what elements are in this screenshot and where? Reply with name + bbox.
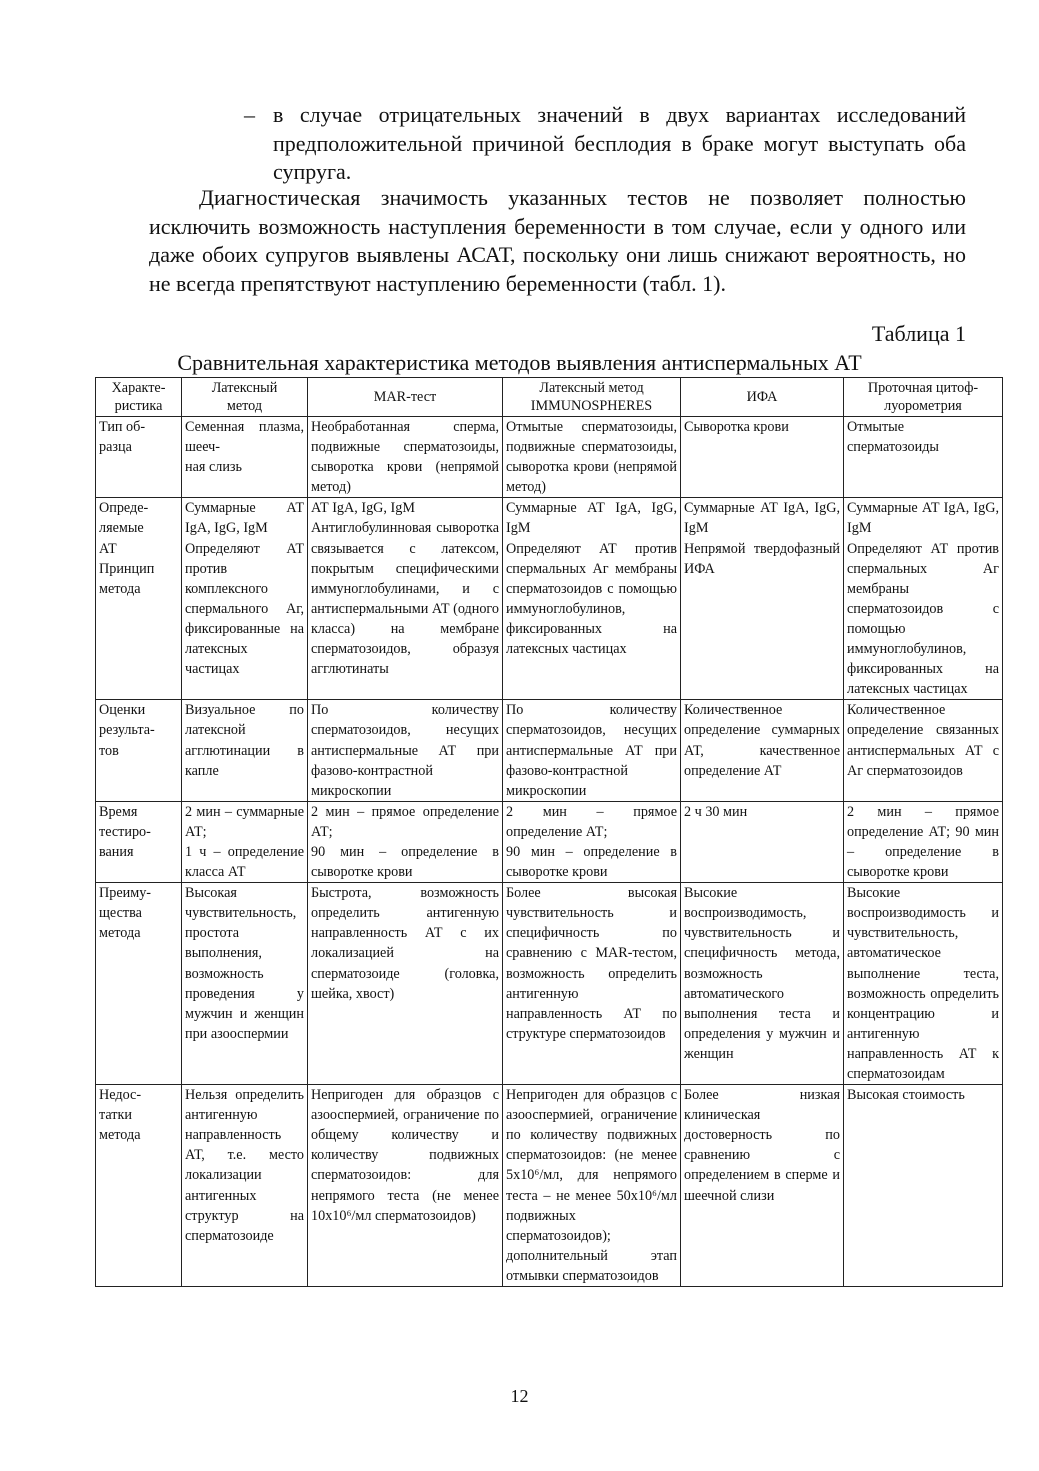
body-paragraph: Диагностическая значимость указанных тестов не позволяет полностью исключить возможность наступления беременности в том случае, если у одного или даже обоих супругов выявлены АСАТ, поскольку они лишь снижают вероятность, но не всегда препятствуют наступлению беременности (табл. 1). xyxy=(149,185,966,296)
comparison-table xyxy=(95,377,1003,1287)
table-cell: Непригоден для образцов с азооспермией, ограничение по количеству подвижных сперматозоидов: (не менее 5х10⁶/мл, для непрямого теста – не менее 50х10⁶/мл подвижных сперматозоидов); дополнительный этап отмывки сперматозоидов xyxy=(503,1085,681,1287)
header-cell: Латексный метод IMMUNOSPHERES xyxy=(503,378,681,417)
table-cell: Суммарные АТ IgA, IgG, IgM Непрямой твердофазный ИФА xyxy=(681,498,844,700)
table-cell: АТ IgA, IgG, IgM Антиглобулинновая сыворотка связывается с латексом, покрытым специфическими иммуноглобулинами, и с антиспермальными АТ (одного класса) на мембране сперматозоидов, образуя агглютинаты xyxy=(308,498,503,700)
table-cell: Семенная плазма, шееч- ная слизь xyxy=(182,417,308,498)
table-cell: 2 мин – прямое определение АТ; 90 мин – определение в сыворотке крови xyxy=(844,801,1003,882)
table-cell: Сыворотка крови xyxy=(681,417,844,498)
table-cell: Быстрота, возможность определить антигенную направленность АТ с их локализацией на сперматозоиде (головка, шейка, хвост) xyxy=(308,883,503,1085)
page-number: 12 xyxy=(510,1386,529,1406)
table-cell: Отмытые сперматозоиды, подвижные сперматозоиды, сыворотка крови (непрямой метод) xyxy=(503,417,681,498)
table-cell: Более высокая чувствительность и специфичность по сравнению с MAR-тестом, возможность определить антигенную направленность АТ по структуре сперматозоидов xyxy=(503,883,681,1085)
bullet-item xyxy=(244,101,966,187)
header-cell: ИФА xyxy=(681,378,844,417)
header-cell: Проточная цитоф- луорометрия xyxy=(844,378,1003,417)
table-cell: Суммарные АТ IgA, IgG, IgM Определяют АТ против комплексного спермального Аг, фиксированные на латексных частицах xyxy=(182,498,308,700)
table-cell: Суммарные АТ IgA, IgG, IgM Определяют АТ против спермальных Аг мембраны сперматозоидов с помощью иммуноглобулинов, фиксированных на латексных частицах xyxy=(503,498,681,700)
table-cell: По количеству сперматозоидов, несущих антиспермальные АТ при фазово-контрастной микроскопии xyxy=(308,700,503,801)
table-row xyxy=(96,801,1003,882)
table-cell: Высокая чувствительность, простота выполнения, возможность проведения у мужчин и женщин при азооспермии xyxy=(182,883,308,1085)
bullet-text: в случае отрицательных значений в двух вариантах исследований предположительной причиной бесплодия в браке могут выступать оба супруга. xyxy=(273,102,966,184)
bullet-dash: – xyxy=(244,102,255,127)
table-cell: 2 мин – суммарные АТ; 1 ч – определение класса АТ xyxy=(182,801,308,882)
row-label: Тип об- разца xyxy=(96,417,182,498)
header-cell: Латексный метод xyxy=(182,378,308,417)
table-cell: Количественное определение связанных антиспермальных АТ с Аг сперматозоидов xyxy=(844,700,1003,801)
table-cell: По количеству сперматозоидов, несущих антиспермальные АТ при фазово-контрастной микроскопии xyxy=(503,700,681,801)
table-cell: Высокая стоимость xyxy=(844,1085,1003,1287)
table-label: Таблица 1 xyxy=(871,321,966,346)
row-label: Время тестиро- вания xyxy=(96,801,182,882)
row-label: Оценки результа- тов xyxy=(96,700,182,801)
table-row xyxy=(96,700,1003,801)
table-cell: Количественное определение суммарных АТ, качественное определение АТ xyxy=(681,700,844,801)
table-row xyxy=(96,417,1003,498)
table-cell: Визуальное по латексной агглютинации в капле xyxy=(182,700,308,801)
table-cell: 2 мин – прямое определение АТ; 90 мин – определение в сыворотке крови xyxy=(503,801,681,882)
row-label: Недос- татки метода xyxy=(96,1085,182,1287)
table-cell: Необработанная сперма, подвижные сперматозоиды, сыворотка крови (непрямой метод) xyxy=(308,417,503,498)
table-row xyxy=(96,1085,1003,1287)
table-cell: Суммарные АТ IgA, IgG, IgM Определяют АТ против спермальных Аг мембраны сперматозоидов с помощью иммуноглобулинов, фиксированных на латексных частицах xyxy=(844,498,1003,700)
table-cell: Нельзя определить антигенную направленность АТ, т.е. место локализации антигенных структур на сперматозоиде xyxy=(182,1085,308,1287)
row-label: Преиму- щества метода xyxy=(96,883,182,1085)
table-cell: Высокие воспроизводимость и чувствительность, автоматическое выполнение теста, возможность определить концентрацию и антигенную направленность АТ к сперматозоидам xyxy=(844,883,1003,1085)
table-cell: Более низкая клиническая достоверность по сравнению с определением в сперме и шеечной слизи xyxy=(681,1085,844,1287)
table-cell: 2 мин – прямое определение АТ; 90 мин – определение в сыворотке крови xyxy=(308,801,503,882)
table-cell: Непригоден для образцов с азооспермией, ограничение по общему количеству и количеству подвижных сперматозоидов: для непрямого теста (не менее 10х10⁶/мл сперматозоидов) xyxy=(308,1085,503,1287)
row-label: Опреде- ляемые АТ Принцип метода xyxy=(96,498,182,700)
table-row xyxy=(96,883,1003,1085)
table-cell: Отмытые сперматозоиды xyxy=(844,417,1003,498)
table-row xyxy=(96,498,1003,700)
table-cell: Высокие воспроизводимость, чувствительность и специфичность метода, возможность автоматического выполнения теста и определения у мужчин и женщин xyxy=(681,883,844,1085)
header-cell: MAR-тест xyxy=(308,378,503,417)
header-cell: Характе- ристика xyxy=(96,378,182,417)
table-cell: 2 ч 30 мин xyxy=(681,801,844,882)
table-header-row xyxy=(96,378,1003,417)
table-caption: Сравнительная характеристика методов выявления антиспермальных АТ xyxy=(177,350,862,375)
